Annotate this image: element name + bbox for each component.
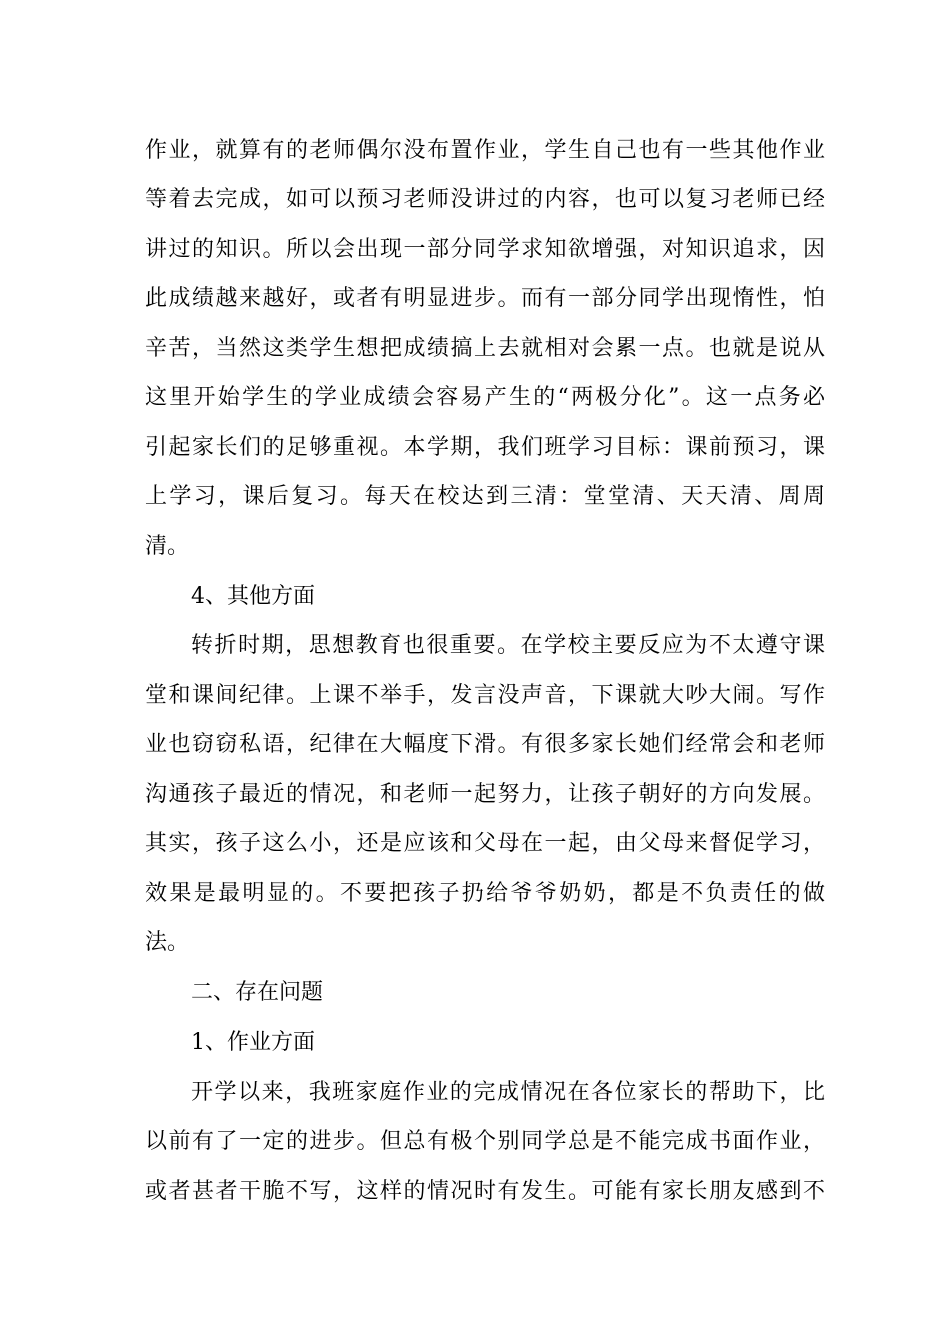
body-text-line: 上学习，课后复习。每天在校达到三清：堂堂清、天天清、周周	[145, 484, 825, 509]
body-text-line: 其实，孩子这么小，还是应该和父母在一起，由父母来督促学习，	[145, 831, 825, 856]
body-text-line: 讲过的知识。所以会出现一部分同学求知欲增强，对知识追求，因	[145, 237, 825, 262]
body-text-line: 堂和课间纪律。上课不举手，发言没声音，下课就大吵大闹。写作	[145, 683, 825, 708]
body-text-line: 清。	[145, 534, 190, 559]
body-text-line: 效果是最明显的。不要把孩子扔给爷爷奶奶，都是不负责任的做	[145, 881, 825, 906]
body-text-line: 这里开始学生的学业成绩会容易产生的“两极分化”。这一点务必	[145, 385, 825, 410]
body-text-line: 沟通孩子最近的情况，和老师一起努力，让孩子朝好的方向发展。	[145, 782, 825, 807]
section-heading: 4、其他方面	[191, 584, 315, 609]
section-heading: 二、存在问题	[191, 980, 324, 1005]
body-text-line: 作业，就算有的老师偶尔没布置作业，学生自己也有一些其他作业	[145, 138, 825, 163]
body-text-line: 辛苦，当然这类学生想把成绩搞上去就相对会累一点。也就是说从	[145, 336, 825, 361]
body-text-line: 引起家长们的足够重视。本学期，我们班学习目标：课前预习，课	[145, 435, 825, 460]
body-text-line: 法。	[145, 930, 190, 955]
body-text-line: 业也窃窃私语，纪律在大幅度下滑。有很多家长她们经常会和老师	[145, 732, 825, 757]
body-text-line: 以前有了一定的进步。但总有极个别同学总是不能完成书面作业，	[145, 1129, 825, 1154]
body-text-line: 转折时期，思想教育也很重要。在学校主要反应为不太遵守课	[191, 633, 825, 658]
subsection-heading: 1、作业方面	[191, 1030, 315, 1055]
body-text-line: 此成绩越来越好，或者有明显进步。而有一部分同学出现惰性，怕	[145, 286, 825, 311]
body-text-line: 等着去完成，如可以预习老师没讲过的内容，也可以复习老师已经	[145, 187, 825, 212]
body-text-line: 或者甚者干脆不写，这样的情况时有发生。可能有家长朋友感到不	[145, 1179, 825, 1204]
body-text-line: 开学以来，我班家庭作业的完成情况在各位家长的帮助下，比	[191, 1080, 825, 1105]
